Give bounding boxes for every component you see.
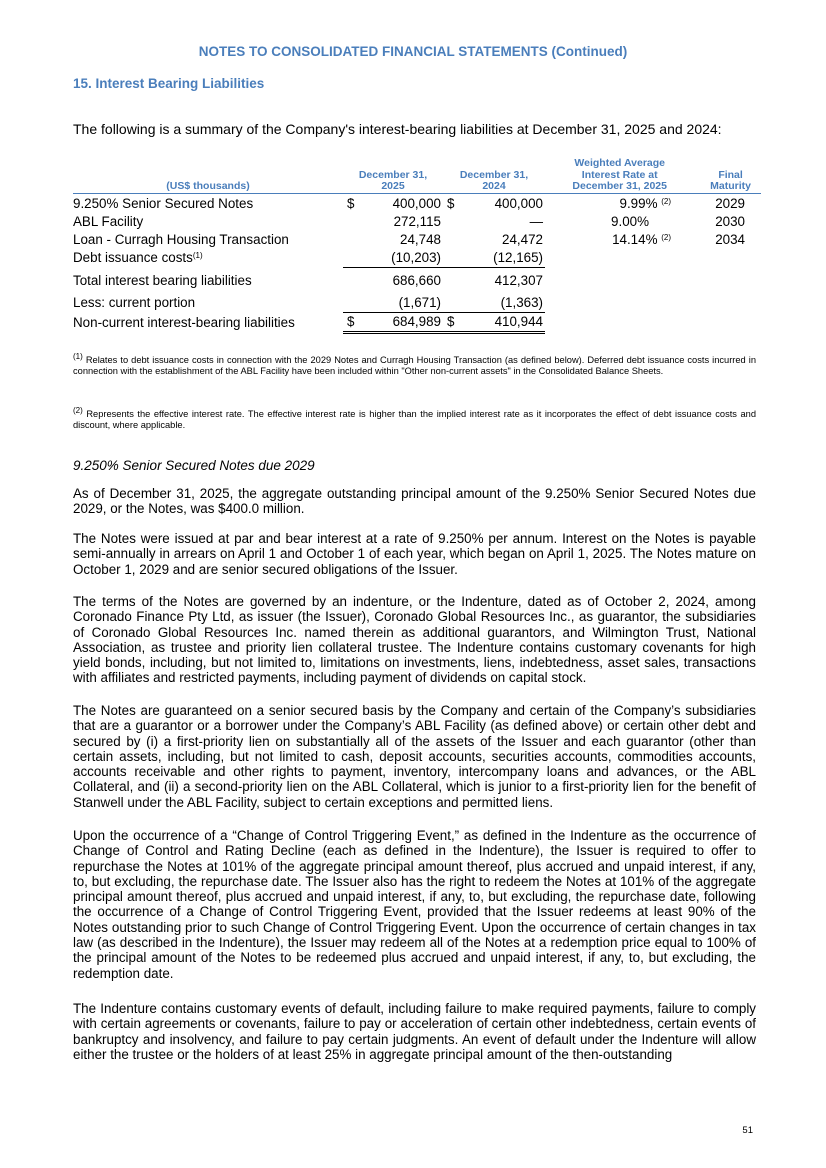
dollar-sign: $ bbox=[347, 196, 355, 211]
col-header-2024: December 31, 2024 bbox=[443, 158, 545, 193]
footnote-ref: (2) bbox=[661, 197, 671, 206]
value-2025: 684,989 bbox=[357, 312, 443, 332]
table-row bbox=[73, 290, 761, 313]
section-title: 15. Interest Bearing Liabilities bbox=[73, 76, 265, 91]
rate-cell: 9.99% $^{(2)}$ bbox=[619, 196, 671, 211]
row-label: Non-current interest-bearing liabilities bbox=[73, 314, 295, 330]
notes-subheading: 9.250% Senior Secured Notes due 2029 bbox=[73, 458, 315, 473]
table-header-row bbox=[73, 158, 761, 193]
paragraph: The terms of the Notes are governed by an indenture, or the Indenture, dated as of October 2, 2024, among Coronado Finance Pty Ltd, as issuer (the Issuer), Coronado Global Resources Inc., as guarantor, the subsidiaries of Coronado Global Resources Inc. named therein as additional guarantors, and Wilmington Trust, National Association, as trustee and priority lien collateral trustee. The Indenture contains customary covenants for high yield bonds, including, but not limited to, limitations on investments, liens, indebtedness, asset sales, transactions with affiliates and restricted payments, including payment of dividends on capital stock. bbox=[73, 594, 756, 686]
rate-cell: 9.00% bbox=[611, 214, 649, 229]
footnote-1: $^{(1)}$ Relates to debt issuance costs in connection with the 2029 Notes and Curragh Housing Transaction (as defined below). Deferred debt issuance costs incurred in connection with the establishment of the ABL Facility have been included within "Other non-current assets" in the Consolidated Balance Sheets. bbox=[73, 352, 756, 376]
value-2024: 410,944 bbox=[457, 312, 545, 332]
value-2025: (1,671) bbox=[357, 290, 443, 313]
value-2025: 272,115 bbox=[393, 214, 441, 229]
table-row bbox=[73, 213, 761, 231]
paragraph: Upon the occurrence of a “Change of Control Triggering Event,” as defined in the Indenture as the occurrence of Change of Control and Rating Decline (each as defined in the Indenture), the Issuer is required to offer to repurchase the Notes at 101% of the aggregate principal amount thereof, plus accrued and unpaid interest, if any, to, but excluding, the repurchase date. The Issuer also has the right to redeem the Notes at 101% of the aggregate principal amount thereof, plus accrued and unpaid interest, if any, to, but excluding, the repurchase date, following the occurrence of a Change of Control Triggering Event, provided that the Issuer redeems at least 90% of the Notes outstanding prior to such Change of Control Triggering Event. Upon the occurrence of certain changes in tax law (as described in the Indenture), the Issuer may redeem all of the Notes at a redemption price equal to 100% of the principal amount of the Notes to be redeemed plus accrued and unpaid interest, if any, to, but excluding, the redemption date. bbox=[73, 828, 756, 981]
paragraph: The Notes were issued at par and bear interest at a rate of 9.250% per annum. Interest on the Notes is payable semi-annually in arrears on April 1 and October 1 of each year, which began on April 1, 2025. The Notes mature on October 1, 2029 and are senior secured obligations of the Issuer. bbox=[73, 531, 756, 577]
units-header: (US$ thousands) bbox=[73, 158, 343, 193]
maturity-cell: 2029 bbox=[715, 196, 745, 211]
footnote-2: $^{(2)}$ Represents the effective interest rate. The effective interest rate is higher than the implied interest rate as it incorporates the effect of debt issuance costs and discount, where applicable. bbox=[73, 406, 756, 430]
maturity-cell: 2034 bbox=[715, 232, 745, 247]
row-label: Loan - Curragh Housing Transaction bbox=[73, 232, 289, 247]
table-row bbox=[73, 249, 761, 268]
table-row bbox=[73, 267, 761, 290]
value-2025: 24,748 bbox=[400, 232, 441, 247]
footnote-ref: (2) bbox=[661, 233, 671, 242]
intro-text: The following is a summary of the Company's interest-bearing liabilities at December 31, 2025 and 2024: bbox=[73, 121, 722, 137]
value-2024: 400,000 bbox=[494, 196, 543, 211]
page-header: NOTES TO CONSOLIDATED FINANCIAL STATEMENTS (Continued) bbox=[198, 44, 628, 59]
page-number: 51 bbox=[742, 1125, 753, 1136]
value-2024: 412,307 bbox=[494, 273, 543, 288]
paragraph: The Notes are guaranteed on a senior secured basis by the Company and certain of the Company’s subsidiaries that are a guarantor or a borrower under the Company’s ABL Facility (as defined above) or certain other debt and secured by (i) a first-priority lien on substantially all of the assets of the Issuer and each guarantor (other than certain assets, including, but not limited to cash, deposit accounts, securities accounts, commodities accounts, accounts receivable and other rights to payment, inventory, intercompany loans and advances, or the ABL Collateral, and (ii) a second-priority lien on the ABL Collateral, which is junior to a first-priority lien for the benefit of Stanwell under the ABL Facility, subject to certain exceptions and permitted liens. bbox=[73, 703, 756, 810]
row-label: Less: current portion bbox=[73, 295, 196, 311]
table-row bbox=[73, 312, 761, 332]
maturity-cell: 2030 bbox=[715, 214, 745, 229]
table-row bbox=[73, 193, 761, 213]
dollar-sign: $ bbox=[447, 196, 455, 211]
row-label: Total interest bearing liabilities bbox=[73, 272, 252, 288]
footnote-ref: (1) bbox=[192, 251, 203, 261]
value-2025: 400,000 bbox=[392, 196, 441, 211]
row-label: Debt issuance costs$^{(1)}$ bbox=[73, 250, 203, 266]
dollar-sign: $ bbox=[343, 312, 357, 332]
dollar-sign: $ bbox=[443, 312, 457, 332]
liabilities-table bbox=[73, 158, 761, 334]
col-header-maturity: Final Maturity bbox=[671, 158, 761, 193]
paragraph: The Indenture contains customary events of default, including failure to make required payments, failure to comply with certain agreements or covenants, failure to pay or acceleration of certain other indebtedness, certain events of bankruptcy and insolvency, and failure to pay certain judgments. An event of default under the Indenture will allow either the trustee or the holders of at least 25% in aggregate principal amount of the then-outstanding bbox=[73, 1001, 756, 1062]
value-2025: (10,203) bbox=[357, 249, 443, 268]
paragraph: As of December 31, 2025, the aggregate outstanding principal amount of the 9.250% Senior Secured Notes due 2029, or the Notes, was $400.0 million. bbox=[73, 486, 756, 517]
value-2024: — bbox=[529, 214, 543, 229]
table-row bbox=[73, 231, 761, 249]
row-label: 9.250% Senior Secured Notes bbox=[73, 196, 254, 211]
value-2024: (1,363) bbox=[457, 290, 545, 313]
col-header-2025: December 31, 2025 bbox=[343, 158, 443, 193]
value-2025: 686,660 bbox=[392, 273, 441, 288]
value-2024: (12,165) bbox=[457, 249, 545, 268]
rate-cell: 14.14% $^{(2)}$ bbox=[612, 232, 671, 247]
row-label: ABL Facility bbox=[73, 214, 144, 229]
col-header-rate: Weighted Average Interest Rate at December 31, 2025 bbox=[545, 158, 671, 193]
value-2024: 24,472 bbox=[502, 232, 543, 247]
